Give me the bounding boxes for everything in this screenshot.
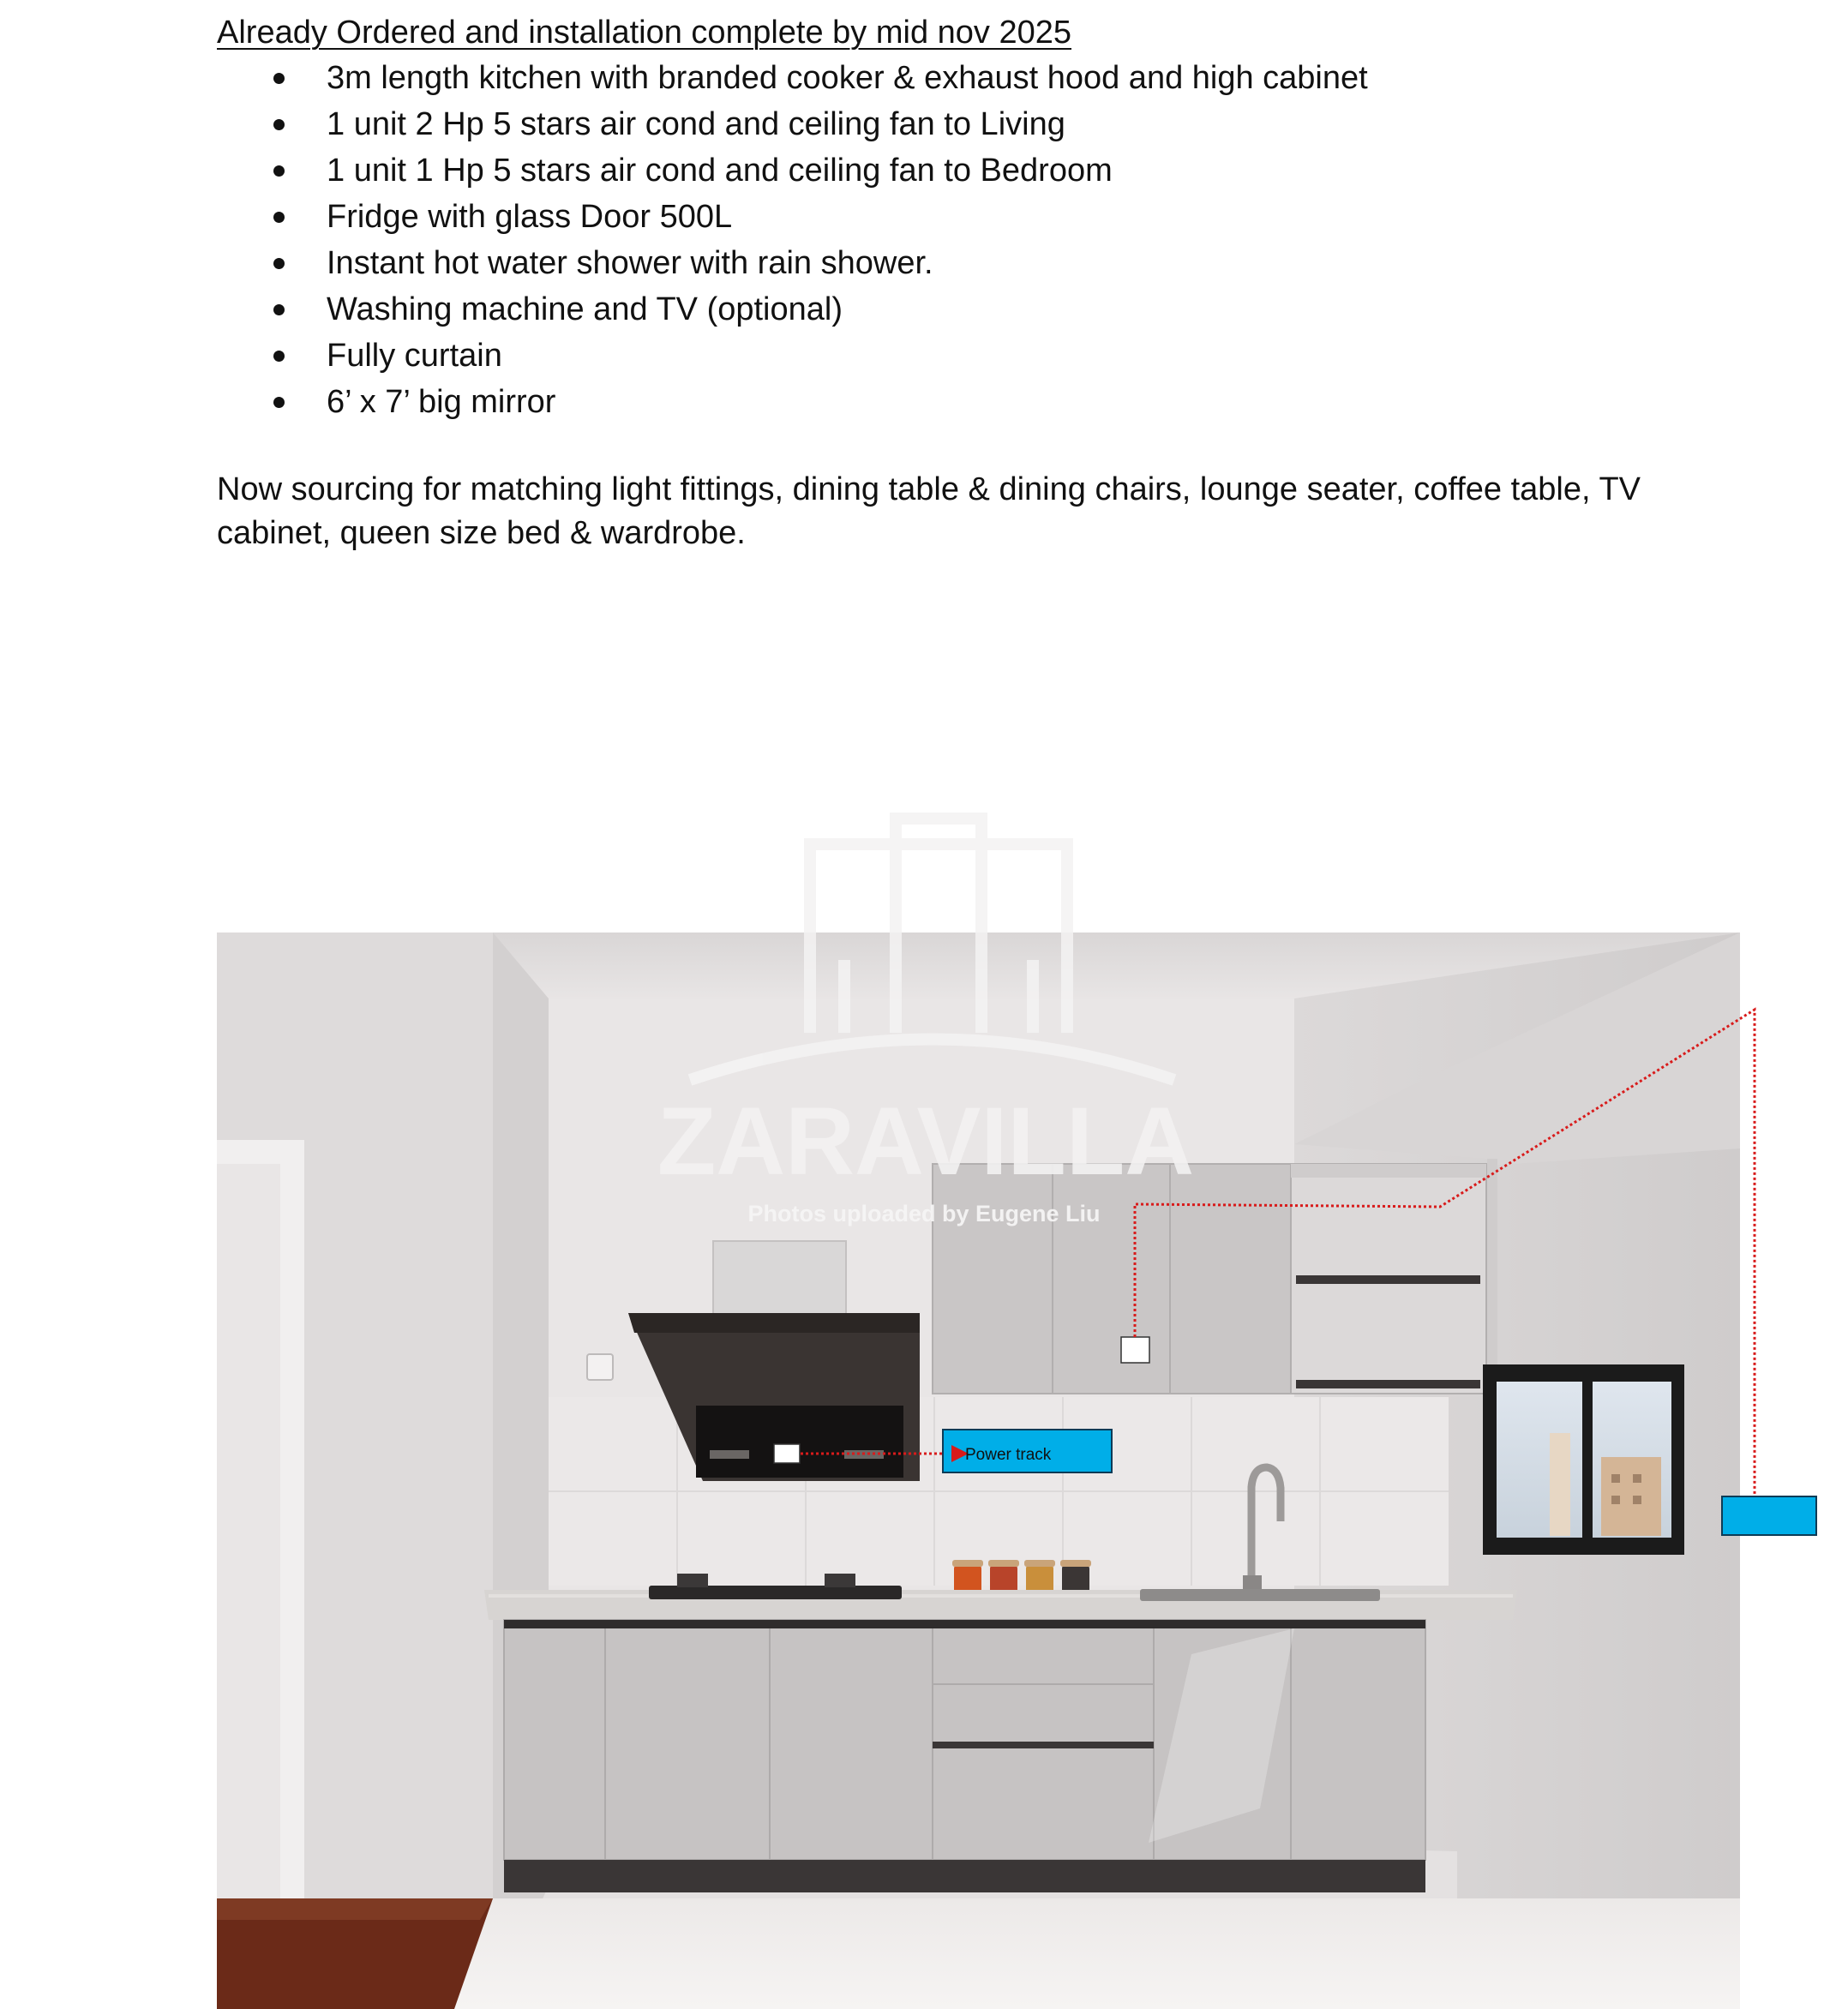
power-track-label: Power track	[965, 1446, 1052, 1464]
hood-panel	[696, 1406, 903, 1478]
dish-rack	[1296, 1275, 1480, 1284]
doorway	[217, 1164, 280, 2009]
hood-marker	[774, 1444, 800, 1463]
list-item-text: Washing machine and TV (optional)	[327, 291, 843, 327]
watermark-caption: Photos uploaded by Eugene Liu	[747, 1201, 1101, 1226]
list-item-text: 3m length kitchen with branded cooker & exhaust hood and high cabinet	[327, 60, 1368, 96]
cabinet-marker	[1121, 1337, 1149, 1363]
list-item-text: 6’ x 7’ big mirror	[327, 384, 556, 420]
list-item-text: Instant hot water shower with rain shower.	[327, 245, 933, 281]
upper-cabinet	[933, 1164, 1291, 1394]
right-callout-box	[1722, 1496, 1816, 1535]
sourcing-paragraph: Now sourcing for matching light fittings, dining table & dining chairs, lounge seater, coffee table, TV cabinet, queen size bed & wardrobe.	[217, 471, 1641, 551]
sink	[1140, 1589, 1380, 1601]
wall-socket-icon	[587, 1354, 613, 1380]
hood-chimney	[713, 1241, 846, 1316]
drawer-handle	[933, 1742, 1154, 1748]
plinth	[504, 1860, 1425, 1892]
cooktop	[649, 1586, 902, 1599]
list-item-text: 1 unit 1 Hp 5 stars air cond and ceiling fan to Bedroom	[327, 153, 1113, 189]
watermark-brand: ZARAVILLA	[657, 1088, 1195, 1195]
list-item-text: Fridge with glass Door 500L	[327, 199, 733, 235]
list-item-text: Fully curtain	[327, 338, 502, 374]
list-item-text: 1 unit 2 Hp 5 stars air cond and ceiling fan to Living	[327, 106, 1065, 142]
heading: Already Ordered and installation complete by mid nov 2025	[217, 15, 1072, 51]
